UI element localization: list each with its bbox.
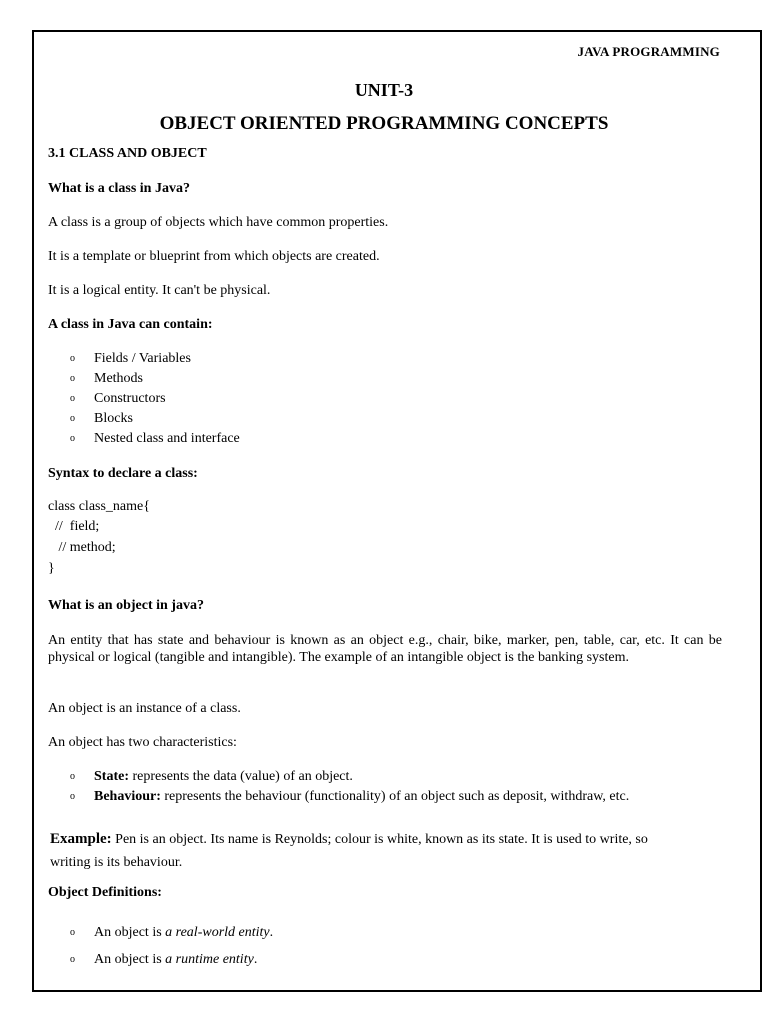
list-item <box>70 789 629 805</box>
bullet-glyph: o <box>70 413 75 424</box>
bullet-glyph: o <box>70 927 75 938</box>
characteristic-term: Behaviour: <box>94 789 161 804</box>
code-line: class class_name{ <box>48 499 150 514</box>
chapter-title: OBJECT ORIENTED PROGRAMMING CONCEPTS <box>159 113 609 134</box>
section-heading: 3.1 CLASS AND OBJECT <box>48 146 207 161</box>
object-characteristics-line: An object has two characteristics: <box>48 735 237 750</box>
list-item <box>70 952 257 968</box>
list-item <box>70 351 191 367</box>
object-definition-paragraph: An entity that has state and behaviour is known as an object e.g., chair, bike, marker, pen, table, car, etc. It can be physical or logical (tangible and intangible). The example of an intangible object is the banking system. <box>48 633 722 665</box>
example-text-2: writing is its behaviour. <box>50 855 183 870</box>
example-text-1: Pen is an object. Its name is Reynolds; colour is white, known as its state. It is used to write, so <box>111 832 648 847</box>
class-definition-line: A class is a group of objects which have common properties. <box>48 215 389 230</box>
definition-suffix: . <box>269 925 274 940</box>
definition-emphasis: a real-world entity <box>165 925 270 940</box>
definitions-heading: Object Definitions: <box>48 885 162 900</box>
list-item <box>70 769 353 785</box>
list-item-text: Methods <box>94 371 143 386</box>
bullet-glyph: o <box>70 954 75 965</box>
list-item-text: Fields / Variables <box>94 351 191 366</box>
code-line: // field; <box>48 519 100 534</box>
syntax-heading: Syntax to declare a class: <box>48 466 198 481</box>
class-logical-line: It is a logical entity. It can't be physical. <box>48 283 271 298</box>
example-label: Example: <box>50 831 112 847</box>
object-question-heading: What is an object in java? <box>48 598 204 613</box>
object-instance-line: An object is an instance of a class. <box>48 701 241 716</box>
class-contains-heading: A class in Java can contain: <box>48 317 213 332</box>
definition-prefix: An object is <box>94 925 166 940</box>
list-item-text: Blocks <box>94 411 133 426</box>
bullet-glyph: o <box>70 433 75 444</box>
characteristic-desc: represents the data (value) of an object. <box>129 769 353 784</box>
bullet-glyph: o <box>70 353 75 364</box>
unit-title: UNIT-3 <box>354 80 414 100</box>
code-line: // method; <box>48 540 116 555</box>
example-paragraph <box>50 828 722 874</box>
code-line: } <box>48 561 55 576</box>
list-item <box>70 391 166 407</box>
characteristic-term: State: <box>94 769 129 784</box>
class-question-heading: What is a class in Java? <box>48 181 190 196</box>
definition-emphasis: a runtime entity <box>165 952 254 967</box>
list-item <box>70 371 143 387</box>
list-item-text: Constructors <box>94 391 166 406</box>
list-item-text: Nested class and interface <box>94 431 240 446</box>
bullet-glyph: o <box>70 771 75 782</box>
page-border <box>32 30 762 992</box>
course-header: JAVA PROGRAMMING <box>577 44 720 59</box>
bullet-glyph: o <box>70 393 75 404</box>
definition-suffix: . <box>253 952 258 967</box>
list-item <box>70 411 133 427</box>
bullet-glyph: o <box>70 373 75 384</box>
definition-prefix: An object is <box>94 952 166 967</box>
class-template-line: It is a template or blueprint from which objects are created. <box>48 249 380 264</box>
characteristic-desc: represents the behaviour (functionality) of an object such as deposit, withdraw, etc. <box>160 789 630 804</box>
list-item <box>70 431 240 447</box>
list-item <box>70 925 273 941</box>
bullet-glyph: o <box>70 791 75 802</box>
